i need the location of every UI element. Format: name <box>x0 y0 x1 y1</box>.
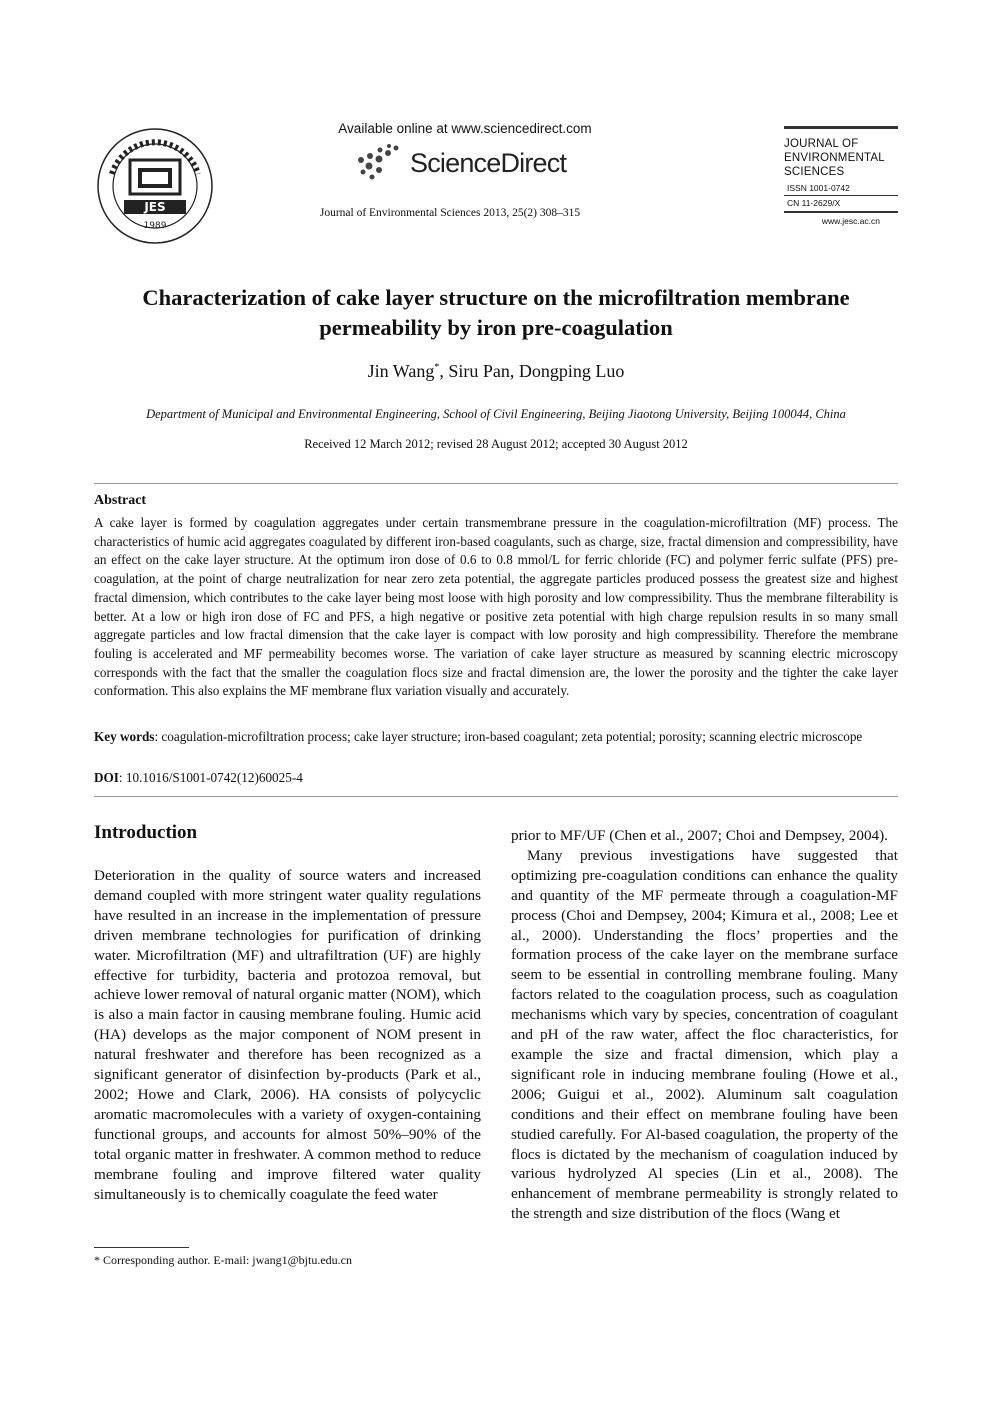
keywords-label: Key words <box>94 729 155 744</box>
left-column <box>94 866 481 1204</box>
footnote-rule <box>94 1247 189 1248</box>
author-1: Jin Wang <box>367 361 435 381</box>
logo-year-text: 1989 <box>143 221 167 231</box>
intro-paragraph-1: Deterioration in the quality of source waters and increased demand coupled with more stringent water quality regulations have resulted in an increase in the implementation of pressure driven membrane technologies for purification of drinking water. Microfiltration (MF) and ultrafiltration (UF) are highly effective for turbidity, bacteria and protozoa removal, but achieve lower removal of natural organic matter (NOM), which is also a main factor in causing membrane fouling. Humic acid (HA) develops as the major component of NOM present in natural freshwater and therefore has been recognized as a significant generator of disinfection by-products (Park et al., 2002; Howe and Clark, 2006). HA consists of polycyclic aromatic macromolecules with a variety of oxygen-containing functional groups, and accounts for almost 50%–90% of the total organic matter in freshwater. A common method to reduce membrane fouling and improve filtered water quality simultaneously is to chemically coagulate the feed water <box>94 867 481 1203</box>
paper-title <box>100 283 892 343</box>
other-authors: , Siru Pan, Dongping Luo <box>439 361 625 381</box>
keywords-text: : coagulation-microfiltration process; cake layer structure; iron-based coagulant; zeta potential; porosity; scanning electric microscope <box>154 729 863 744</box>
intro-paragraph-1-cont: prior to MF/UF (Chen et al., 2007; Choi and Dempsey, 2004). <box>511 827 888 844</box>
received-dates: Received 12 March 2012; revised 28 August 2012; accepted 30 August 2012 <box>304 437 688 451</box>
sciencedirect-wordmark[interactable]: ScienceDirect <box>410 148 567 178</box>
author-list <box>100 361 892 382</box>
journal-url[interactable]: www.jesc.ac.cn <box>821 216 880 226</box>
journal-citation: Journal of Environmental Sciences 2013, 25(2) 308–315 <box>319 207 581 219</box>
title-line-1: Characterization of cake layer structure on the microfiltration membrane <box>142 285 850 310</box>
divider-bottom <box>94 796 898 797</box>
introduction-heading: Introduction <box>94 822 198 843</box>
journal-name-line3: SCIENCES <box>784 166 845 178</box>
logo-center-text: JES <box>144 200 166 214</box>
intro-paragraph-2: Many previous investigations have suggested that optimizing pre-coagulation conditions can enhance the quality and quantity of the MF permeate through a coagulation-MF process (Choi and Dempsey, 2004; Kimura et al., 2008; Lee et al., 2000). Understanding the flocs’ properties and the formation process of the cake layer on the membrane surface seem to be essential in controlling membrane fouling. Many factors related to the coagulation process, such as coagulation mechanisms which vary by species, concentration of coagulant and pH of the raw water, affect the floc characteristics, for example the size and fractal dimension, which play a significant role in inducing membrane fouling (Howe et al., 2006; Guigui et al., 2002). Aluminum salt coagulation conditions and their effect on membrane fouling have been studied carefully. For Al-based coagulation, the property of the flocs is dictated by the mechanism of coagulation induced by various hydrolyzed Al species (Lin et al., 2008). The enhancement of membrane permeability is strongly related to the strength and size distribution of the flocs (Wang et <box>511 846 898 1223</box>
divider-top <box>94 483 898 484</box>
journal-name-line1: JOURNAL OF <box>784 138 859 150</box>
journal-info-box <box>784 126 898 226</box>
journal-name-line2: ENVIRONMENTAL <box>784 152 885 164</box>
sciencedirect-logo-icon <box>355 142 403 182</box>
abstract-heading: Abstract <box>94 493 147 508</box>
doi-line <box>94 770 898 786</box>
right-column <box>511 826 898 1224</box>
affiliation: Department of Municipal and Environmental Engineering, School of Civil Engineering, Beijing Jiaotong University, Beijing 100044, China <box>146 407 846 421</box>
keywords <box>94 727 898 747</box>
corresponding-mark[interactable]: * <box>434 362 440 373</box>
abstract-body: A cake layer is formed by coagulation aggregates under certain transmembrane pressure in the coagulation-microfiltration (MF) process. The characteristics of humic acid aggregates coagulated by different iron-based coagulants, such as charge, size, fractal dimension and compressibility, have an effect on the cake layer structure. At the optimum iron dose of 0.6 to 0.8 mmol/L for ferric chloride (FC) and polymer ferric sulfate (PFS) pre-coagulation, at the point of charge neutralization for near zero zeta potential, the aggregate particles produced possess the greatest size and highest fractal dimension, which contributes to the cake layer being most loose with high porosity and low compressibility. Thus the membrane filterability is better. At a low or high iron dose of FC and PFS, a high negative or positive zeta potential with high charge repulsion results in so many small aggregate particles and low fractal dimension that the cake layer is compact with low porosity and high compressibility. Therefore the membrane fouling is accelerated and MF permeability becomes worse. The variation of cake layer structure as measured by scanning electric microscopy corresponds with the fact that the smaller the coagulation flocs size and fractal dimension are, the lower the porosity and the tighter the cake layer conformation. This also explains the MF membrane flux variation visually and accurately. <box>94 515 898 699</box>
cn-text: CN 11-2629/X <box>787 198 841 208</box>
doi-text[interactable]: : 10.1016/S1001-0742(12)60025-4 <box>118 770 303 785</box>
doi-label: DOI <box>94 770 119 785</box>
journal-seal-logo <box>92 126 218 246</box>
issn-text: ISSN 1001-0742 <box>787 183 850 193</box>
title-line-2: permeability by iron pre-coagulation <box>319 315 673 340</box>
corresponding-author-footnote: * Corresponding author. E-mail: jwang1@bjtu.edu.cn <box>94 1253 353 1267</box>
available-online-text[interactable]: Available online at www.sciencedirect.com <box>338 121 592 136</box>
